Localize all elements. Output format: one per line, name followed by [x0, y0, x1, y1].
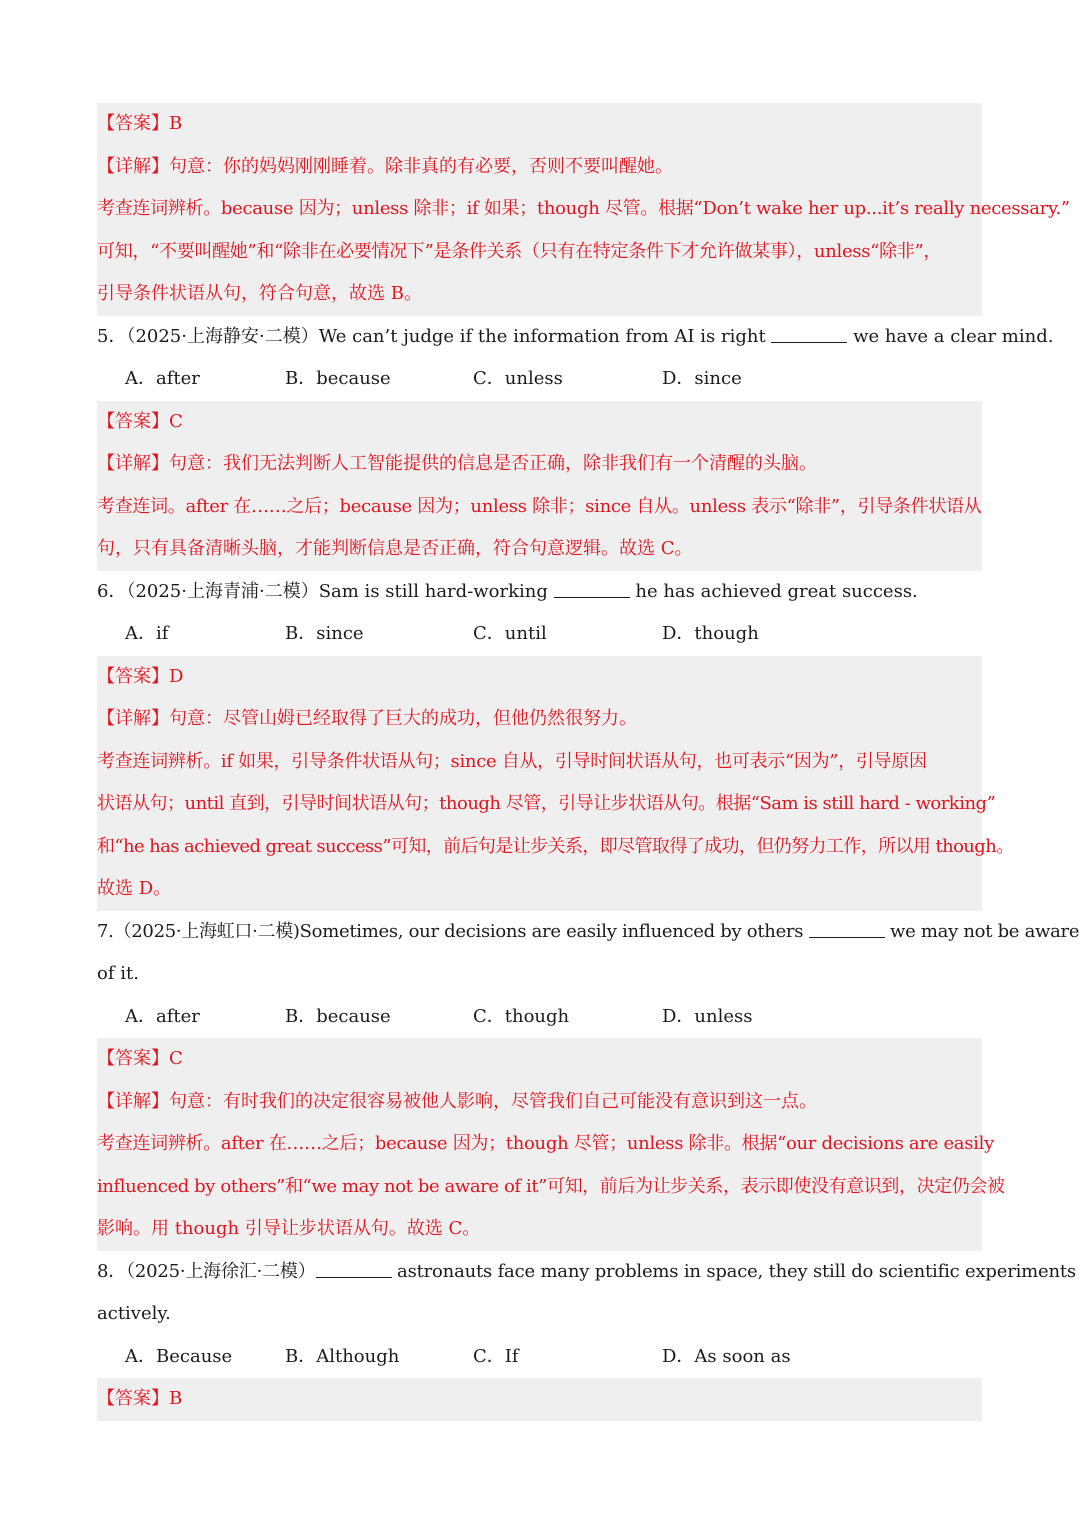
answer-value: D — [169, 665, 184, 687]
stem-text: we have a clear mind. — [847, 325, 1054, 347]
answer-line — [97, 1378, 982, 1421]
option-a: A．after — [125, 1005, 200, 1027]
analysis-line: 和“he has achieved great success”可知，前后句是让步关系，即尽管取得了成功，但仍努力工作，所以用 though。 — [97, 835, 1014, 857]
option-d: D．As soon as — [662, 1345, 791, 1367]
answer-label: 【答案】 — [97, 113, 169, 134]
analysis-line: influenced by others”和“we may not be aware of it”可知，前后为让步关系，表示即使没有意识到，决定仍会被 — [97, 1175, 1005, 1197]
detail-label: 【详解】 — [97, 708, 169, 729]
analysis-line: 故选 D。 — [97, 878, 172, 899]
answer-label: 【答案】 — [97, 1048, 169, 1069]
stem-text: 5．（2025·上海静安·二模）We can’t judge if the information from AI is right — [97, 325, 772, 347]
analysis-line: 影响。用 though 引导让步状语从句。故选 C。 — [97, 1218, 481, 1239]
detail-label: 【详解】 — [97, 1090, 169, 1112]
analysis-line: 考查连词辨析。because 因为；unless 除非；if 如果；though 尽管。根据“Don’t wake her up...it’s really necessary.” — [97, 198, 1070, 219]
answer-box-q4 — [97, 103, 1070, 316]
question-stem-8-cont: actively. — [97, 1303, 171, 1324]
question-stem-6 — [97, 571, 982, 614]
answer-label: 【答案】 — [97, 410, 169, 432]
option-c: C．though — [473, 1005, 570, 1027]
options-q8 — [97, 1336, 982, 1379]
stem-text: 6．（2025·上海青浦·二模）Sam is still hard-working — [97, 580, 554, 602]
answer-value: B — [169, 1388, 183, 1409]
stem-text: 8．（2025·上海徐汇·二模） — [97, 1260, 316, 1282]
answer-box-q6 — [97, 656, 1014, 911]
options-q5 — [97, 358, 982, 401]
answer-blank — [809, 920, 885, 938]
option-a: A．Because — [125, 1345, 233, 1367]
option-b: B．because — [285, 1005, 391, 1027]
option-c: C．If — [473, 1345, 519, 1367]
answer-blank — [554, 580, 630, 598]
answer-blank — [316, 1260, 392, 1278]
option-a: A．after — [125, 368, 200, 389]
stem-text: he has achieved great success. — [629, 580, 918, 602]
answer-box-q8 — [97, 1378, 982, 1421]
option-c: C．unless — [473, 368, 563, 389]
analysis-line: 考查连词。after 在……之后；because 因为；unless 除非；since 自从。unless 表示“除非”，引导条件状语从 — [97, 495, 982, 517]
answer-value: C — [169, 410, 183, 432]
option-d: D．though — [662, 623, 759, 644]
detail-text: 句意：我们无法判断人工智能提供的信息是否正确，除非我们有一个清醒的头脑。 — [169, 453, 817, 474]
answer-value: C — [169, 1048, 183, 1069]
question-stem-7 — [97, 911, 1080, 954]
stem-text: 7.（2025·上海虹口·二模)Sometimes, our decisions are easily influenced by others — [97, 920, 809, 942]
analysis-line: 句，只有具备清晰头脑，才能判断信息是否正确，符合句意逻辑。故选 C。 — [97, 538, 693, 559]
detail-label: 【详解】 — [97, 453, 169, 474]
analysis-line: 考查连词辨析。after 在……之后；because 因为；though 尽管；unless 除非。根据“our decisions are easily — [97, 1133, 994, 1154]
answer-label: 【答案】 — [97, 1388, 169, 1409]
detail-text: 句意：有时我们的决定很容易被他人影响，尽管我们自己可能没有意识到这一点。 — [169, 1090, 817, 1112]
answer-value: B — [169, 113, 183, 134]
answer-line — [97, 656, 982, 699]
option-d: D．since — [662, 368, 742, 389]
analysis-line: 可知，“不要叫醒她”和“除非在必要情况下”是条件关系（只有在特定条件下才允许做某事），unless“除非”， — [97, 240, 942, 262]
option-b: B．because — [285, 368, 391, 389]
question-stem-8 — [97, 1251, 1076, 1294]
detail-label: 【详解】 — [97, 155, 169, 177]
detail-line — [97, 1081, 982, 1124]
options-q7 — [97, 996, 982, 1039]
option-b: B．Although — [285, 1345, 400, 1367]
option-c: C．until — [473, 623, 547, 644]
document-page — [97, 103, 1080, 1421]
option-a: A．if — [125, 623, 169, 644]
detail-line — [97, 146, 982, 189]
answer-line — [97, 103, 982, 146]
option-b: B．since — [285, 623, 364, 644]
option-d: D．unless — [662, 1005, 753, 1027]
answer-label: 【答案】 — [97, 665, 169, 687]
analysis-line: 状语从句；until 直到，引导时间状语从句；though 尽管，引导让步状语从句。根据“Sam is still hard - working” — [97, 793, 996, 814]
options-q6 — [97, 613, 982, 656]
stem-text: we may not be aware — [884, 920, 1080, 942]
question-stem-5 — [97, 316, 1054, 359]
question-stem-7-cont: of it. — [97, 963, 139, 984]
detail-line — [97, 443, 982, 486]
answer-line — [97, 1038, 982, 1081]
answer-line — [97, 401, 982, 444]
answer-box-q7 — [97, 1038, 1005, 1251]
answer-blank — [771, 325, 847, 343]
detail-line — [97, 698, 982, 741]
detail-text: 句意：尽管山姆已经取得了巨大的成功，但他仍然很努力。 — [169, 708, 637, 729]
stem-text: astronauts face many problems in space, they still do scientific experiments — [391, 1260, 1076, 1282]
analysis-line: 引导条件状语从句，符合句意，故选 B。 — [97, 283, 422, 304]
answer-box-q5 — [97, 401, 982, 571]
analysis-line: 考查连词辨析。if 如果，引导条件状语从句；since 自从，引导时间状语从句，也可表示“因为”，引导原因 — [97, 750, 927, 772]
detail-text: 句意：你的妈妈刚刚睡着。除非真的有必要，否则不要叫醒她。 — [169, 155, 673, 177]
